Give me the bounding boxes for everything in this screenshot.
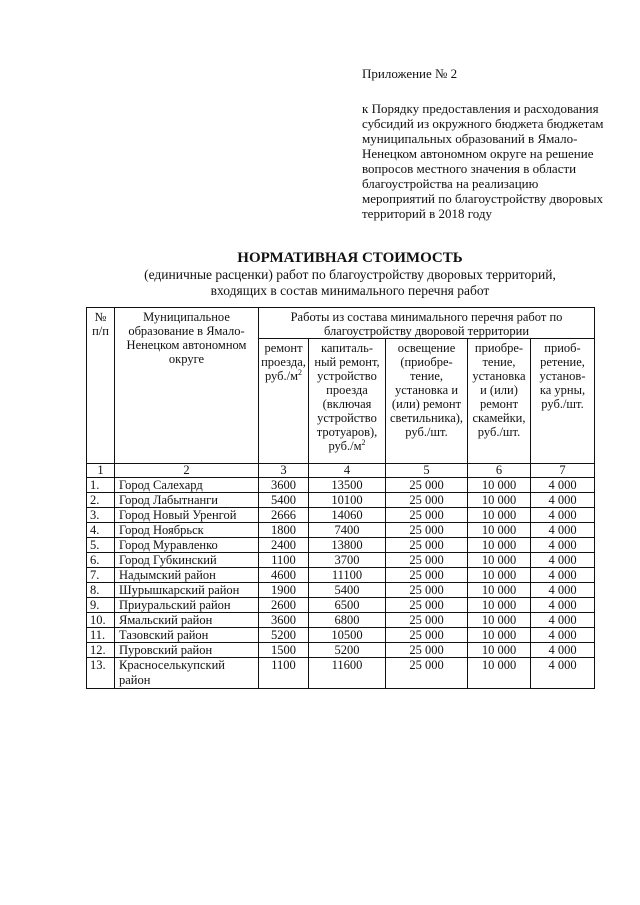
table-row [87, 613, 595, 628]
row-number: 8. [87, 583, 115, 598]
table-row [87, 658, 595, 689]
bin-cost: 4 000 [531, 628, 595, 643]
bin-cost: 4 000 [531, 553, 595, 568]
road-repair-cost: 1100 [259, 553, 309, 568]
lighting-cost: 25 000 [386, 613, 468, 628]
cost-table [86, 307, 595, 689]
header-col4 [309, 339, 386, 464]
capital-repair-cost: 3700 [309, 553, 386, 568]
table-row [87, 598, 595, 613]
lighting-cost: 25 000 [386, 523, 468, 538]
row-number: 9. [87, 598, 115, 613]
header-col3-text: ремонт проезда, руб./м [261, 341, 306, 383]
bench-cost: 10 000 [468, 613, 531, 628]
appendix-block [362, 66, 612, 221]
row-number: 11. [87, 628, 115, 643]
municipality-name: Красноселькупский район [115, 658, 259, 689]
municipality-name: Город Салехард [115, 478, 259, 493]
header-col4-text: капиталь- ный ремонт, устройство проезда (включая устройство тротуаров), руб./м [314, 341, 380, 453]
bin-cost: 4 000 [531, 523, 595, 538]
bin-cost: 4 000 [531, 598, 595, 613]
row-number: 1. [87, 478, 115, 493]
bench-cost: 10 000 [468, 628, 531, 643]
table-row [87, 643, 595, 658]
lighting-cost: 25 000 [386, 508, 468, 523]
municipality-name: Ямальский район [115, 613, 259, 628]
row-number: 2. [87, 493, 115, 508]
header-col5: освещение (приобре- тение, установка и (или) ремонт светильника), руб./шт. [386, 339, 468, 464]
bin-cost: 4 000 [531, 478, 595, 493]
row-number: 7. [87, 568, 115, 583]
road-repair-cost: 4600 [259, 568, 309, 583]
bin-cost: 4 000 [531, 613, 595, 628]
road-repair-cost: 1500 [259, 643, 309, 658]
capital-repair-cost: 13500 [309, 478, 386, 493]
road-repair-cost: 2600 [259, 598, 309, 613]
lighting-cost: 25 000 [386, 493, 468, 508]
row-number: 10. [87, 613, 115, 628]
capital-repair-cost: 11100 [309, 568, 386, 583]
table-row [87, 538, 595, 553]
bench-cost: 10 000 [468, 553, 531, 568]
row-number: 4. [87, 523, 115, 538]
bin-cost: 4 000 [531, 538, 595, 553]
road-repair-cost: 3600 [259, 478, 309, 493]
bench-cost: 10 000 [468, 658, 531, 689]
lighting-cost: 25 000 [386, 568, 468, 583]
lighting-cost: 25 000 [386, 478, 468, 493]
column-number: 1 [87, 464, 115, 478]
bench-cost: 10 000 [468, 523, 531, 538]
header-col3-sup: 2 [298, 367, 303, 377]
header-works-group: Работы из состава минимального перечня работ по благоустройству дворовой территории [259, 308, 595, 339]
table-row [87, 493, 595, 508]
lighting-cost: 25 000 [386, 643, 468, 658]
column-number: 4 [309, 464, 386, 478]
bench-cost: 10 000 [468, 598, 531, 613]
municipality-name: Приуральский район [115, 598, 259, 613]
bin-cost: 4 000 [531, 583, 595, 598]
row-number: 13. [87, 658, 115, 689]
capital-repair-cost: 5400 [309, 583, 386, 598]
row-number: 3. [87, 508, 115, 523]
lighting-cost: 25 000 [386, 628, 468, 643]
bin-cost: 4 000 [531, 568, 595, 583]
lighting-cost: 25 000 [386, 553, 468, 568]
appendix-number: Приложение № 2 [362, 66, 458, 81]
row-number: 12. [87, 643, 115, 658]
road-repair-cost: 2400 [259, 538, 309, 553]
table-row [87, 568, 595, 583]
road-repair-cost: 5400 [259, 493, 309, 508]
lighting-cost: 25 000 [386, 538, 468, 553]
capital-repair-cost: 7400 [309, 523, 386, 538]
table-row [87, 628, 595, 643]
capital-repair-cost: 11600 [309, 658, 386, 689]
municipality-name: Город Лабытнанги [115, 493, 259, 508]
bench-cost: 10 000 [468, 583, 531, 598]
municipality-name: Шурышкарский район [115, 583, 259, 598]
column-number: 6 [468, 464, 531, 478]
header-num: № п/п [87, 308, 115, 464]
lighting-cost: 25 000 [386, 583, 468, 598]
municipality-name: Город Новый Уренгой [115, 508, 259, 523]
road-repair-cost: 1800 [259, 523, 309, 538]
header-row-1 [87, 308, 595, 339]
municipality-name: Тазовский район [115, 628, 259, 643]
column-number: 5 [386, 464, 468, 478]
document-subtitle-line2: входящих в состав минимального перечня работ [210, 282, 490, 298]
road-repair-cost: 2666 [259, 508, 309, 523]
municipality-name: Надымский район [115, 568, 259, 583]
table-row [87, 583, 595, 598]
appendix-text: к Порядку предоставления и расходования субсидий из окружного бюджета бюджетам муниципальных образований в Ямало- Ненецком автономном округе на решение вопросов местного значения в области благоустройства на реализацию мероприятий по благоустройству дворовых территорий в 2018 году [362, 101, 604, 221]
document-subtitle-line1: (единичные расценки) работ по благоустройству дворовых территорий, [144, 267, 556, 282]
header-col4-sup: 2 [361, 437, 366, 447]
bench-cost: 10 000 [468, 568, 531, 583]
bench-cost: 10 000 [468, 643, 531, 658]
capital-repair-cost: 14060 [309, 508, 386, 523]
bench-cost: 10 000 [468, 493, 531, 508]
row-number: 5. [87, 538, 115, 553]
municipality-name: Город Ноябрьск [115, 523, 259, 538]
table-row [87, 553, 595, 568]
bench-cost: 10 000 [468, 478, 531, 493]
table-row [87, 523, 595, 538]
column-numbers-row [87, 464, 595, 478]
municipality-name: Пуровский район [115, 643, 259, 658]
bin-cost: 4 000 [531, 508, 595, 523]
capital-repair-cost: 10100 [309, 493, 386, 508]
capital-repair-cost: 10500 [309, 628, 386, 643]
capital-repair-cost: 6800 [309, 613, 386, 628]
bin-cost: 4 000 [531, 493, 595, 508]
document-title: НОРМАТИВНАЯ СТОИМОСТЬ [237, 250, 463, 266]
capital-repair-cost: 5200 [309, 643, 386, 658]
bench-cost: 10 000 [468, 538, 531, 553]
bin-cost: 4 000 [531, 643, 595, 658]
header-col6: приобре- тение, установка и (или) ремонт скамейки, руб./шт. [468, 339, 531, 464]
row-number: 6. [87, 553, 115, 568]
table-body [87, 478, 595, 689]
municipality-name: Город Муравленко [115, 538, 259, 553]
capital-repair-cost: 6500 [309, 598, 386, 613]
table-row [87, 508, 595, 523]
header-col7: приоб- ретение, установ- ка урны, руб./шт. [531, 339, 595, 464]
header-col3 [259, 339, 309, 464]
road-repair-cost: 1100 [259, 658, 309, 689]
column-number: 2 [115, 464, 259, 478]
header-municipality: Муниципальное образование в Ямало- Ненецком автономном округе [115, 308, 259, 464]
table-row [87, 478, 595, 493]
road-repair-cost: 3600 [259, 613, 309, 628]
capital-repair-cost: 13800 [309, 538, 386, 553]
municipality-name: Город Губкинский [115, 553, 259, 568]
document-title-block [60, 250, 640, 298]
bin-cost: 4 000 [531, 658, 595, 689]
road-repair-cost: 1900 [259, 583, 309, 598]
bench-cost: 10 000 [468, 508, 531, 523]
column-number: 3 [259, 464, 309, 478]
lighting-cost: 25 000 [386, 658, 468, 689]
column-number: 7 [531, 464, 595, 478]
lighting-cost: 25 000 [386, 598, 468, 613]
road-repair-cost: 5200 [259, 628, 309, 643]
